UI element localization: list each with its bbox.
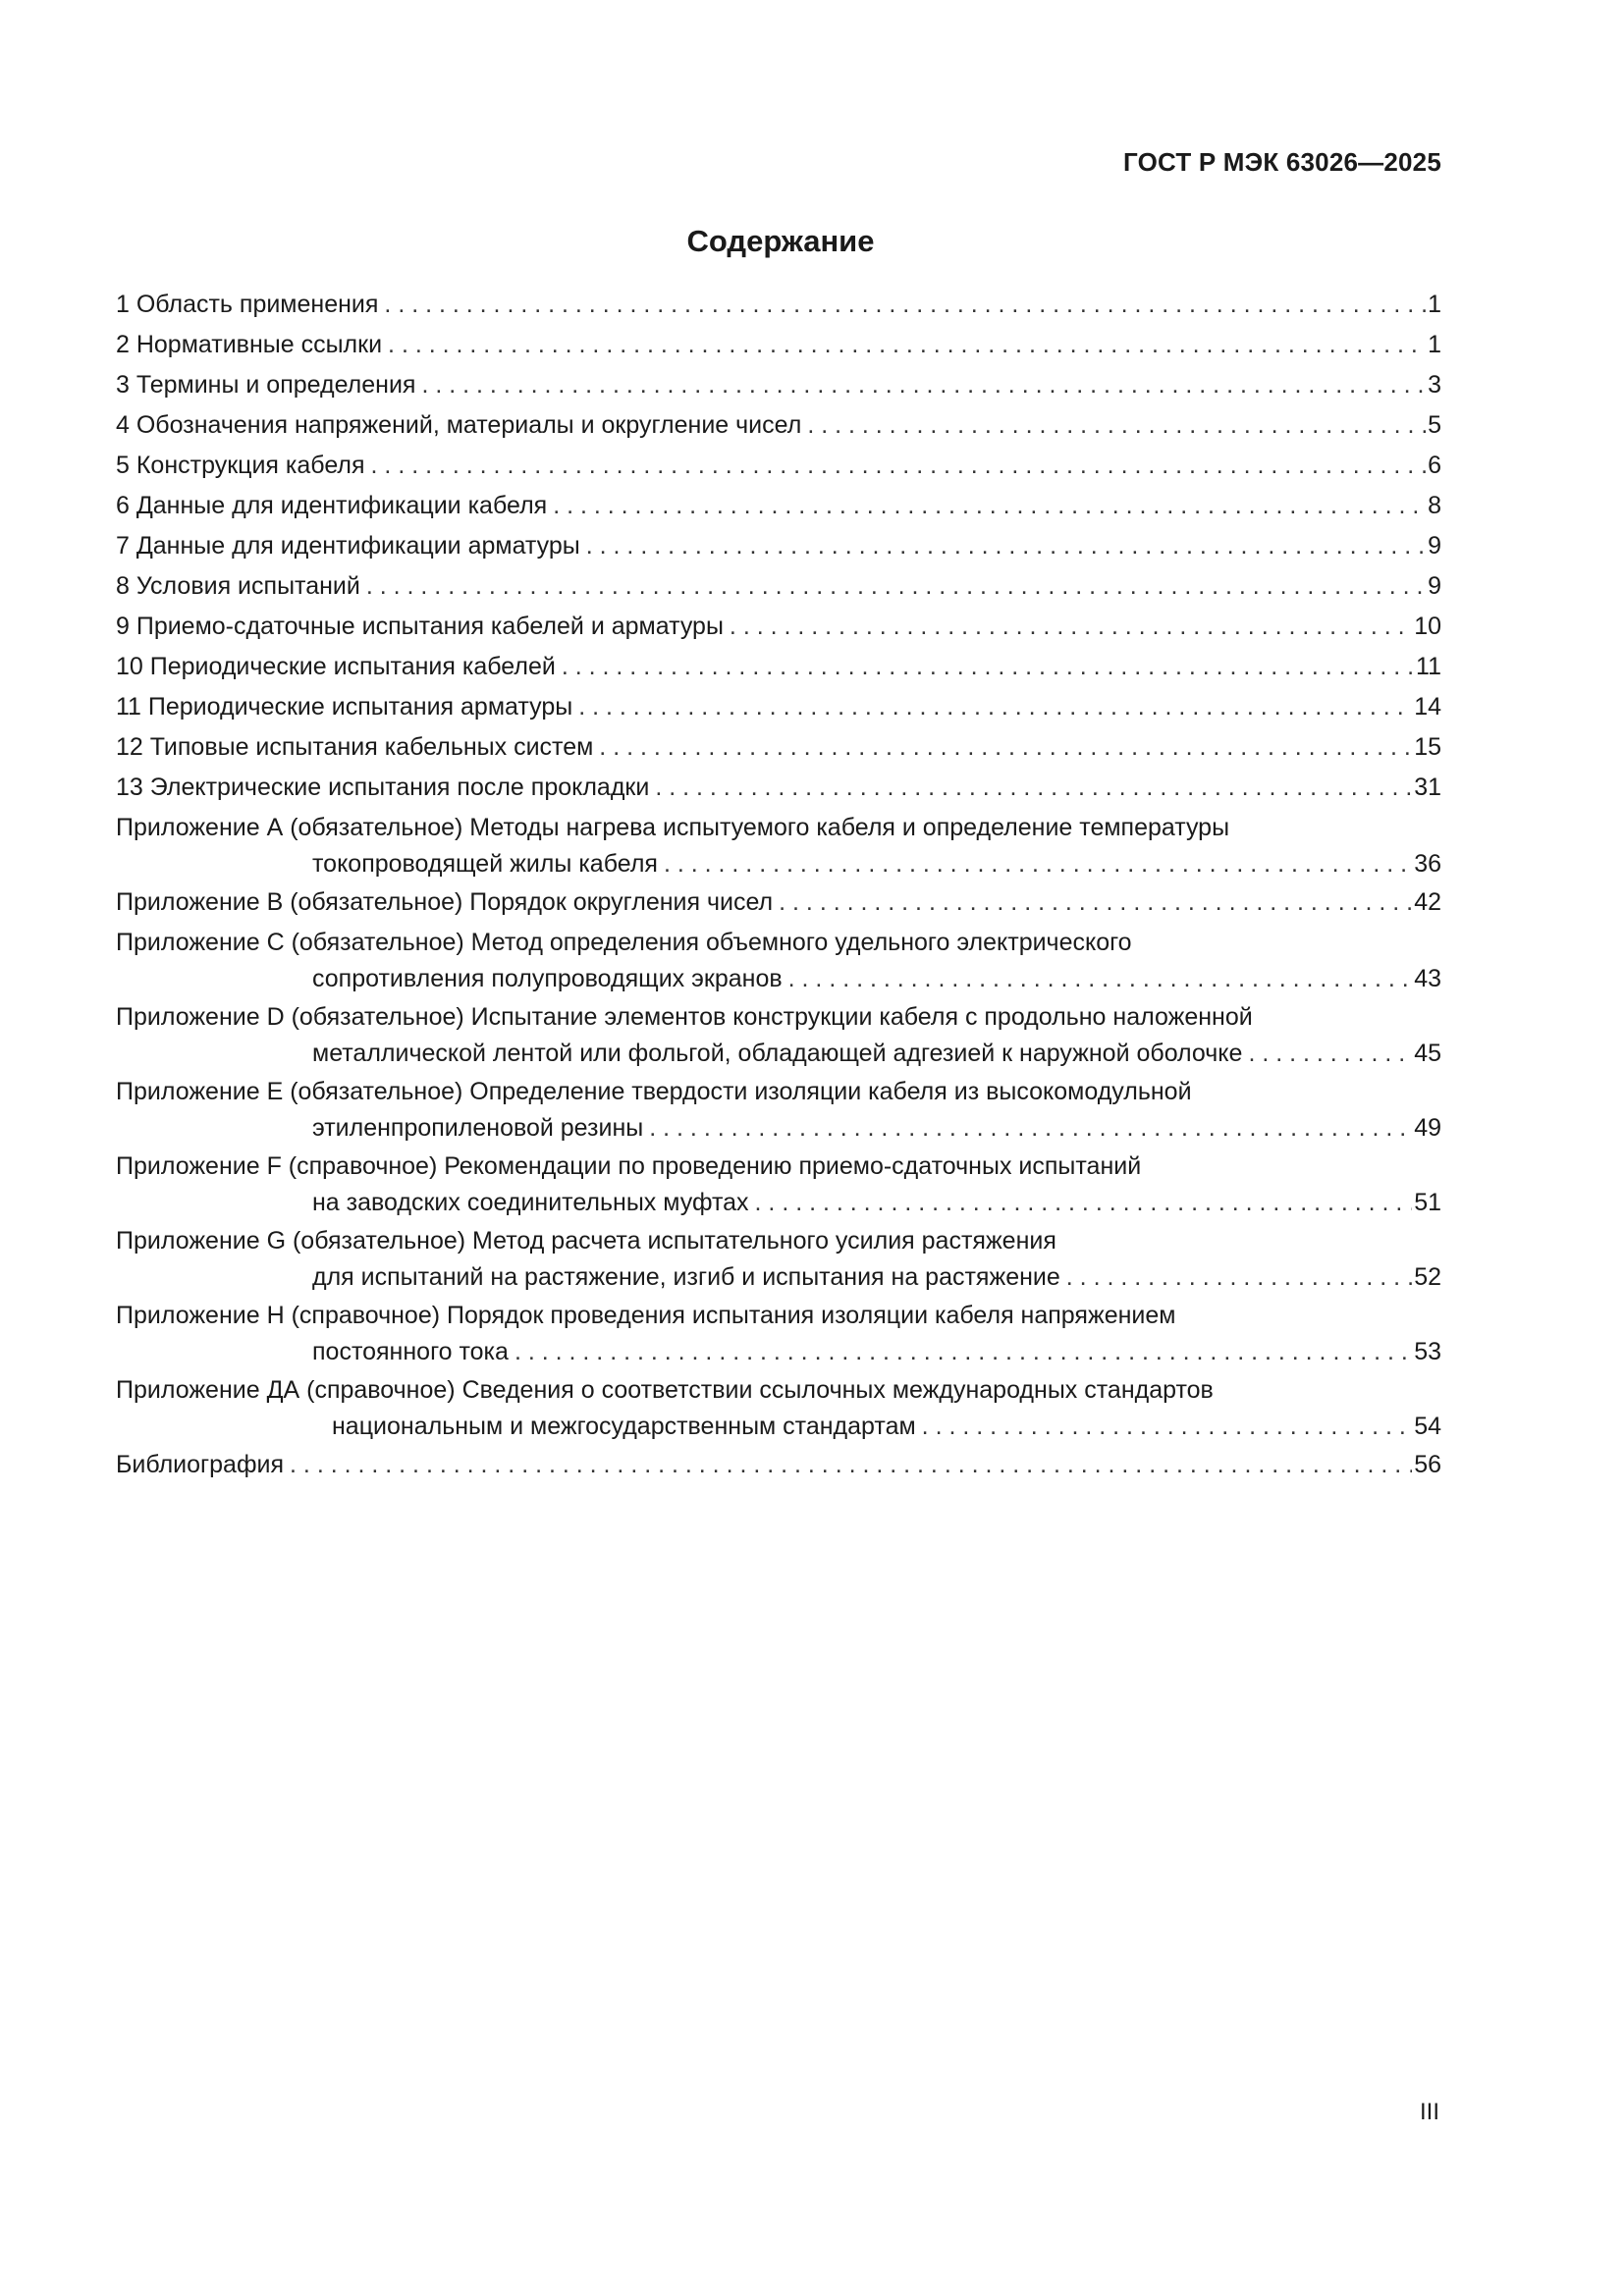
toc-entry-page: 14 [1414,693,1441,721]
toc-entry-page: 1 [1428,291,1441,318]
toc-entry-page: 11 [1416,653,1441,680]
toc-annex-continuation: национальным и межгосударственным стандартам [332,1413,916,1440]
toc-entry-text: 7 Данные для идентификации арматуры [116,532,580,560]
toc-entry-page: 1 [1428,331,1441,358]
toc-entry-text: 8 Условия испытаний [116,572,360,600]
toc-entry[interactable] [116,609,1441,645]
toc-annex-title: Приложение F (справочное) Рекомендации по проведению приемо-сдаточных испытаний [116,1152,1142,1180]
toc-entry-page: 15 [1414,733,1441,761]
toc-annex-entry[interactable] [116,1298,1441,1370]
toc-entry-page: 9 [1428,532,1441,560]
toc-annex-entry[interactable] [116,1074,1441,1147]
toc-annex-entry[interactable] [116,1223,1441,1296]
toc-entry-page: 49 [1414,1114,1441,1142]
toc-annex-title: Приложение G (обязательное) Метод расчета испытательного усилия растяжения [116,1227,1056,1255]
toc-entry[interactable] [116,649,1441,685]
toc-annex-title: Приложение А (обязательное) Методы нагрева испытуемого кабеля и определение температуры [116,814,1230,841]
toc-annex-continuation: этиленпропиленовой резины [312,1114,644,1142]
toc-entry-page: 5 [1428,411,1441,439]
page-number: III [1419,2099,1439,2125]
toc-annex-entry[interactable] [116,1148,1441,1221]
toc-entry-text: Библиография [116,1451,285,1478]
toc-annex-entry[interactable] [116,999,1441,1072]
toc-entry-page: 51 [1414,1189,1441,1216]
toc-annex-continuation: сопротивления полупроводящих экранов [312,965,783,992]
toc-entry-page: 3 [1428,371,1441,399]
toc-entry-text: 13 Электрические испытания после прокладки [116,774,650,801]
toc-entry-page: 42 [1414,888,1441,916]
toc-annex-entry[interactable] [116,810,1441,882]
toc-entry[interactable] [116,448,1441,484]
table-of-contents [116,287,1441,1487]
toc-entry-text: 10 Периодические испытания кабелей [116,653,556,680]
toc-annex-continuation: для испытаний на растяжение, изгиб и испытания на растяжение [312,1263,1060,1291]
toc-annex-title: Приложение В (обязательное) Порядок округления чисел [116,888,774,916]
toc-entry-text: 6 Данные для идентификации кабеля [116,492,548,519]
toc-entry[interactable] [116,689,1441,725]
toc-entry[interactable] [116,327,1441,363]
toc-entry[interactable] [116,770,1441,806]
toc-entry-page: 10 [1414,613,1441,640]
toc-annex-continuation: токопроводящей жилы кабеля [312,850,658,878]
toc-annex-continuation: на заводских соединительных муфтах [312,1189,749,1216]
toc-entry-page: 31 [1414,774,1441,801]
toc-entry[interactable] [116,407,1441,444]
toc-annex-entry[interactable] [116,884,1441,921]
toc-entry-page: 8 [1428,492,1441,519]
toc-entry-text: 3 Термины и определения [116,371,416,399]
toc-annex-title: Приложение D (обязательное) Испытание элементов конструкции кабеля с продольно наложенной [116,1003,1253,1031]
toc-entry-page: 56 [1414,1451,1441,1478]
toc-entry-page: 45 [1414,1040,1441,1067]
toc-entry-page: 52 [1414,1263,1441,1291]
toc-annex-entry[interactable] [116,1372,1441,1445]
toc-annex-continuation: постоянного тока [312,1338,509,1365]
document-code: ГОСТ Р МЭК 63026—2025 [1122,147,1441,177]
toc-entry-page: 54 [1414,1413,1441,1440]
toc-entry[interactable] [116,729,1441,766]
toc-entry[interactable] [116,488,1441,524]
toc-entry[interactable] [116,528,1441,564]
toc-entry-text: 5 Конструкция кабеля [116,452,365,479]
toc-entry-page: 53 [1414,1338,1441,1365]
toc-entry-text: 4 Обозначения напряжений, материалы и округление чисел [116,411,802,439]
toc-bibliography-entry[interactable] [116,1447,1441,1483]
toc-annex-continuation: металлической лентой или фольгой, обладающей адгезией к наружной оболочке [312,1040,1243,1067]
toc-entry-text: 1 Область применения [116,291,379,318]
toc-annex-title: Приложение Н (справочное) Порядок проведения испытания изоляции кабеля напряжением [116,1302,1176,1329]
toc-entry-text: 2 Нормативные ссылки [116,331,383,358]
toc-entry[interactable] [116,568,1441,605]
toc-entry[interactable] [116,287,1441,323]
toc-entry-page: 6 [1428,452,1441,479]
toc-annex-title: Приложение ДА (справочное) Сведения о соответствии ссылочных международных стандартов [116,1376,1214,1404]
toc-annex-entry[interactable] [116,925,1441,997]
toc-entry-page: 36 [1414,850,1441,878]
toc-title: Содержание [686,224,875,258]
toc-entry[interactable] [116,367,1441,403]
toc-annex-title: Приложение Е (обязательное) Определение твердости изоляции кабеля из высокомодульной [116,1078,1192,1105]
toc-entry-text: 12 Типовые испытания кабельных систем [116,733,594,761]
toc-entry-text: 11 Периодические испытания арматуры [116,693,573,721]
toc-entry-page: 43 [1414,965,1441,992]
toc-annex-title: Приложение С (обязательное) Метод определения объемного удельного электрического [116,929,1132,956]
toc-entry-page: 9 [1428,572,1441,600]
toc-entry-text: 9 Приемо-сдаточные испытания кабелей и арматуры [116,613,724,640]
